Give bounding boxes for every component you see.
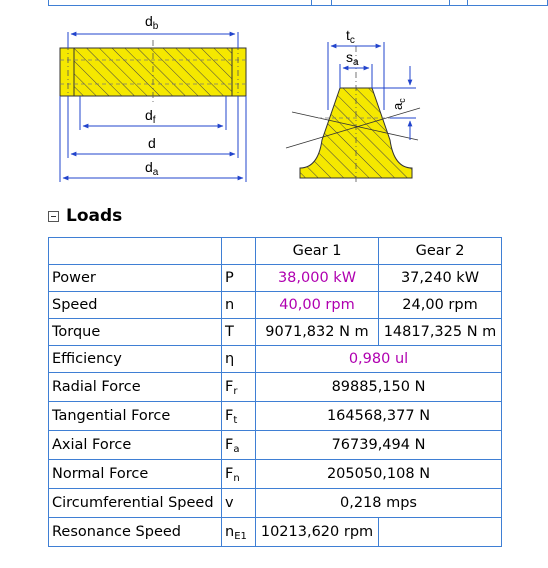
torque-gear1-value: 9071,832 N m <box>256 319 379 346</box>
gear-geometry-diagram <box>0 0 548 200</box>
table-row-torque <box>49 319 502 346</box>
table-row-power <box>49 265 502 292</box>
header-gear1: Gear 1 <box>256 238 379 265</box>
normal-force-value: 205050,108 N <box>256 460 502 489</box>
table-row-normal-force <box>49 460 502 489</box>
gear-cross-section <box>60 40 246 104</box>
row-symbol: P <box>222 265 256 292</box>
table-row-speed <box>49 292 502 319</box>
loads-section-header[interactable] <box>48 205 122 227</box>
circumferential-speed-value: 0,218 mps <box>256 489 502 518</box>
speed-gear2-value: 24,00 rpm <box>379 292 502 319</box>
row-label: Radial Force <box>49 373 222 402</box>
label-ac: $a_c$ <box>390 98 407 110</box>
row-symbol: $F_n$ <box>222 460 256 489</box>
row-symbol: T <box>222 319 256 346</box>
efficiency-value[interactable]: 0,980 ul <box>256 346 502 373</box>
row-symbol: η <box>222 346 256 373</box>
power-gear2-value: 37,240 kW <box>379 265 502 292</box>
row-symbol: $n_{E1}$ <box>222 518 256 547</box>
row-label: Torque <box>49 319 222 346</box>
label-d: d <box>148 135 156 151</box>
row-label: Efficiency <box>49 346 222 373</box>
tangential-force-value: 164568,377 N <box>256 402 502 431</box>
row-label: Power <box>49 265 222 292</box>
section-title: Loads <box>66 206 123 226</box>
row-symbol: $F_a$ <box>222 431 256 460</box>
power-gear1-value[interactable]: 38,000 kW <box>256 265 379 292</box>
table-row-radial-force <box>49 373 502 402</box>
header-empty-cell <box>222 238 256 265</box>
loads-table <box>48 237 502 547</box>
axial-force-value: 76739,494 N <box>256 431 502 460</box>
resonance-speed-gear1-value: 10213,620 rpm <box>256 518 379 547</box>
table-row-resonance-speed <box>49 518 502 547</box>
header-gear2: Gear 2 <box>379 238 502 265</box>
table-row-efficiency <box>49 346 502 373</box>
row-label: Resonance Speed <box>49 518 222 547</box>
resonance-speed-gear2-value <box>379 518 502 547</box>
row-label: Tangential Force <box>49 402 222 431</box>
label-tc: $t_c$ <box>346 27 355 46</box>
row-symbol: $F_r$ <box>222 373 256 402</box>
row-label: Axial Force <box>49 431 222 460</box>
label-db: $d_b$ <box>145 13 159 32</box>
torque-gear2-value: 14817,325 N m <box>379 319 502 346</box>
header-empty-cell <box>49 238 222 265</box>
table-row-axial-force <box>49 431 502 460</box>
speed-gear1-value[interactable]: 40,00 rpm <box>256 292 379 319</box>
table-header-row <box>49 238 502 265</box>
table-row-circumferential-speed <box>49 489 502 518</box>
row-symbol: $F_t$ <box>222 402 256 431</box>
row-label: Speed <box>49 292 222 319</box>
label-df: $d_f$ <box>145 107 156 126</box>
table-row-tangential-force <box>49 402 502 431</box>
label-da: $d_a$ <box>145 159 159 178</box>
row-label: Circumferential Speed <box>49 489 222 518</box>
collapse-minus-icon[interactable] <box>48 211 59 222</box>
radial-force-value: 89885,150 N <box>256 373 502 402</box>
row-label: Normal Force <box>49 460 222 489</box>
label-sa: $s_a$ <box>346 49 359 68</box>
row-symbol: n <box>222 292 256 319</box>
row-symbol: v <box>222 489 256 518</box>
